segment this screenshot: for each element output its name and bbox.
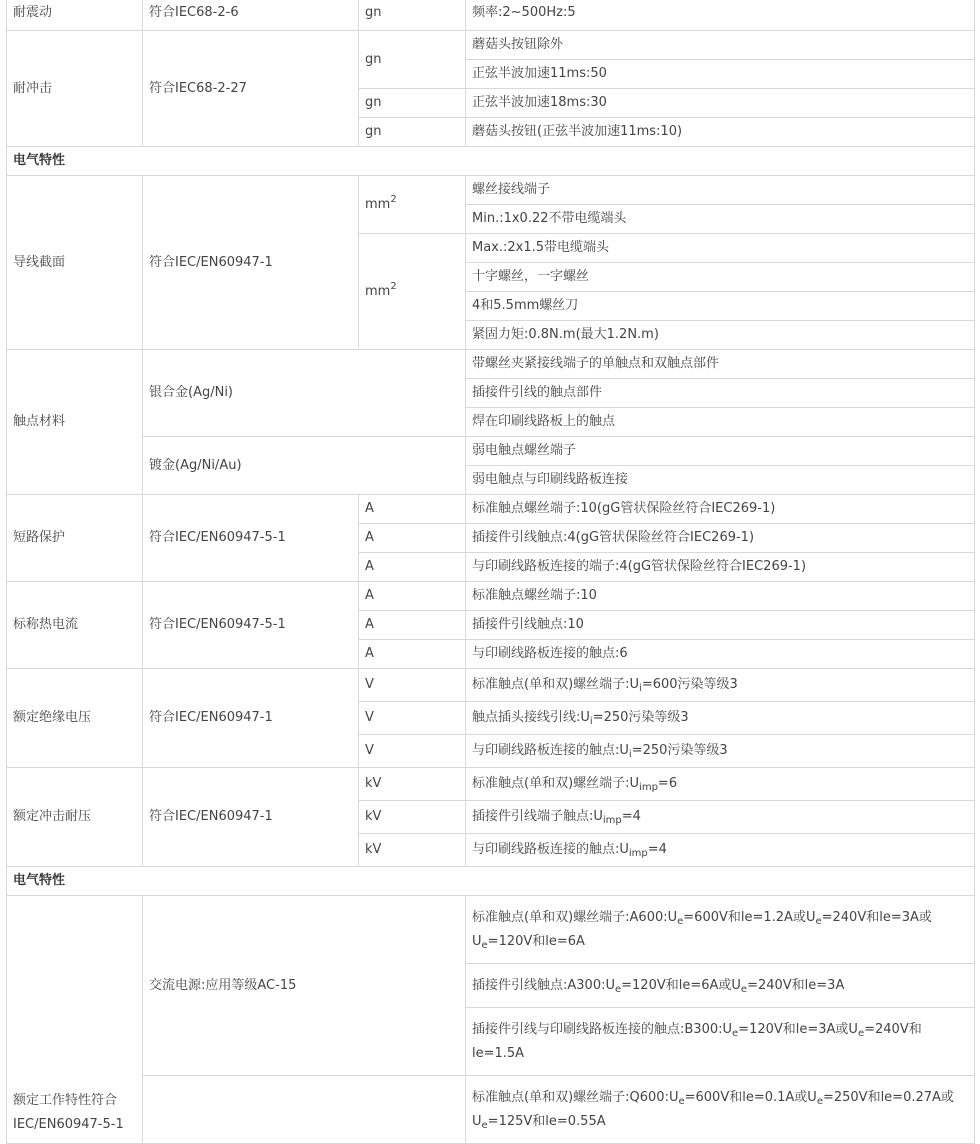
- blank-cell: [143, 1076, 466, 1144]
- value: 弱电触点螺丝端子: [466, 437, 975, 466]
- value: Min.:1x0.22不带电缆端头: [466, 205, 975, 234]
- value: 螺丝接线端子: [466, 176, 975, 205]
- value: 正弦半波加速18ms:30: [466, 89, 975, 118]
- value: 频率:2~500Hz:5: [466, 0, 975, 31]
- standard: 符合IEC68-2-6: [143, 0, 359, 31]
- spec-table: [6, 0, 975, 1144]
- value: 标准触点螺丝端子:10: [466, 582, 975, 611]
- ac-supply: 交流电源:应用等级AC-15: [143, 896, 466, 1076]
- value: Max.:2x1.5带电缆端头: [466, 234, 975, 263]
- standard: 符合IEC/EN60947-1: [143, 669, 359, 768]
- table-row: [7, 31, 975, 60]
- unit: A: [359, 524, 466, 553]
- section-title: 电气特性: [7, 147, 975, 176]
- value: 插接件引线与印刷线路板连接的触点$:B300:U_e=120V$和le=3A或$U_e=240V$和 le=1.5A: [466, 1008, 975, 1076]
- table-row: [7, 1076, 975, 1144]
- value: 与印刷线路板连接的触点$:U_i=250$污染等级3: [466, 735, 975, 768]
- section-header-row: [7, 867, 975, 896]
- value: 蘑菇头按钮除外: [466, 31, 975, 60]
- table-row: [7, 350, 975, 379]
- value: 与印刷线路板连接的端子:4(gG管状保险丝符合IEC269-1): [466, 553, 975, 582]
- value: 蘑菇头按钮(正弦半波加速11ms:10): [466, 118, 975, 147]
- table-row: [7, 896, 975, 964]
- table-row: [7, 582, 975, 611]
- unit: V: [359, 702, 466, 735]
- unit: A: [359, 495, 466, 524]
- param-name: 导线截面: [7, 176, 143, 350]
- unit: gn: [359, 118, 466, 147]
- material: 镀金(Ag/Ni/Au): [143, 437, 466, 495]
- param-name: 耐震动: [7, 0, 143, 31]
- unit: gn: [359, 31, 466, 89]
- value: 插接件引线触点:10: [466, 611, 975, 640]
- param-name: 短路保护: [7, 495, 143, 582]
- material: 银合金(Ag/Ni): [143, 350, 466, 437]
- section-title: 电气特性: [7, 867, 975, 896]
- unit: gn: [359, 0, 466, 31]
- unit: $mm^2$: [359, 176, 466, 234]
- table-row: [7, 176, 975, 205]
- unit: gn: [359, 89, 466, 118]
- value: 插接件引线的触点部件: [466, 379, 975, 408]
- section-header-row: [7, 147, 975, 176]
- value: 带螺丝夹紧接线端子的单触点和双触点部件: [466, 350, 975, 379]
- param-name: 触点材料: [7, 350, 143, 495]
- value: 正弦半波加速11ms:50: [466, 60, 975, 89]
- value: 标准触点螺丝端子:10(gG管状保险丝符合IEC269-1): [466, 495, 975, 524]
- unit: $mm^2$: [359, 234, 466, 350]
- value: 插接件引线触点:4(gG管状保险丝符合IEC269-1): [466, 524, 975, 553]
- unit: V: [359, 735, 466, 768]
- standard: 符合IEC/EN60947-1: [143, 768, 359, 867]
- value: 触点插头接线引线$:U_i=250$污染等级3: [466, 702, 975, 735]
- value: 紧固力矩:0.8N.m(最大1.2N.m): [466, 321, 975, 350]
- unit: V: [359, 669, 466, 702]
- unit: kV: [359, 768, 466, 801]
- param-name: 耐冲击: [7, 31, 143, 147]
- table-row: [7, 669, 975, 702]
- param-name: 额定冲击耐压: [7, 768, 143, 867]
- value: 标准触点(单和双)螺丝端子$:Q600:U_e=600V$和le=0.1A或$U_e=250V$和le=0.27A或 $U_e=125V$和le=0.55A: [466, 1076, 975, 1144]
- value: 插接件引线端子触点$:U_{imp}=4$: [466, 801, 975, 834]
- value: 标准触点(单和双)螺丝端子$:A600:U_e=600V$和le=1.2A或$U_e=240V$和le=3A或 $U_e=120V$和le=6A: [466, 896, 975, 964]
- value: 标准触点(单和双)螺丝端子$:U_i=600$污染等级3: [466, 669, 975, 702]
- unit: A: [359, 582, 466, 611]
- value: 插接件引线触点$:A300:U_e=120V$和le=6A或$U_e=240V$和le=3A: [466, 964, 975, 1008]
- value: 弱电触点与印刷线路板连接: [466, 466, 975, 495]
- value: 4和5.5mm螺丝刀: [466, 292, 975, 321]
- standard: 符合IEC/EN60947-5-1: [143, 582, 359, 669]
- unit: kV: [359, 834, 466, 867]
- unit: kV: [359, 801, 466, 834]
- standard: 符合IEC68-2-27: [143, 31, 359, 147]
- param-name: 额定工作特性符合IEC/EN60947-5-1: [7, 896, 143, 1144]
- value: 焊在印刷线路板上的触点: [466, 408, 975, 437]
- unit: A: [359, 553, 466, 582]
- value: 标准触点(单和双)螺丝端子$:U_{imp}=6$: [466, 768, 975, 801]
- unit: A: [359, 640, 466, 669]
- standard: 符合IEC/EN60947-1: [143, 176, 359, 350]
- standard: 符合IEC/EN60947-5-1: [143, 495, 359, 582]
- table-row: [7, 495, 975, 524]
- value: 十字螺丝，一字螺丝: [466, 263, 975, 292]
- param-name: 标称热电流: [7, 582, 143, 669]
- unit: A: [359, 611, 466, 640]
- table-row: [7, 0, 975, 31]
- value: 与印刷线路板连接的触点:6: [466, 640, 975, 669]
- table-row: [7, 437, 975, 466]
- table-row: [7, 768, 975, 801]
- value: 与印刷线路板连接的触点$:U_{imp}=4$: [466, 834, 975, 867]
- param-name: 额定绝缘电压: [7, 669, 143, 768]
